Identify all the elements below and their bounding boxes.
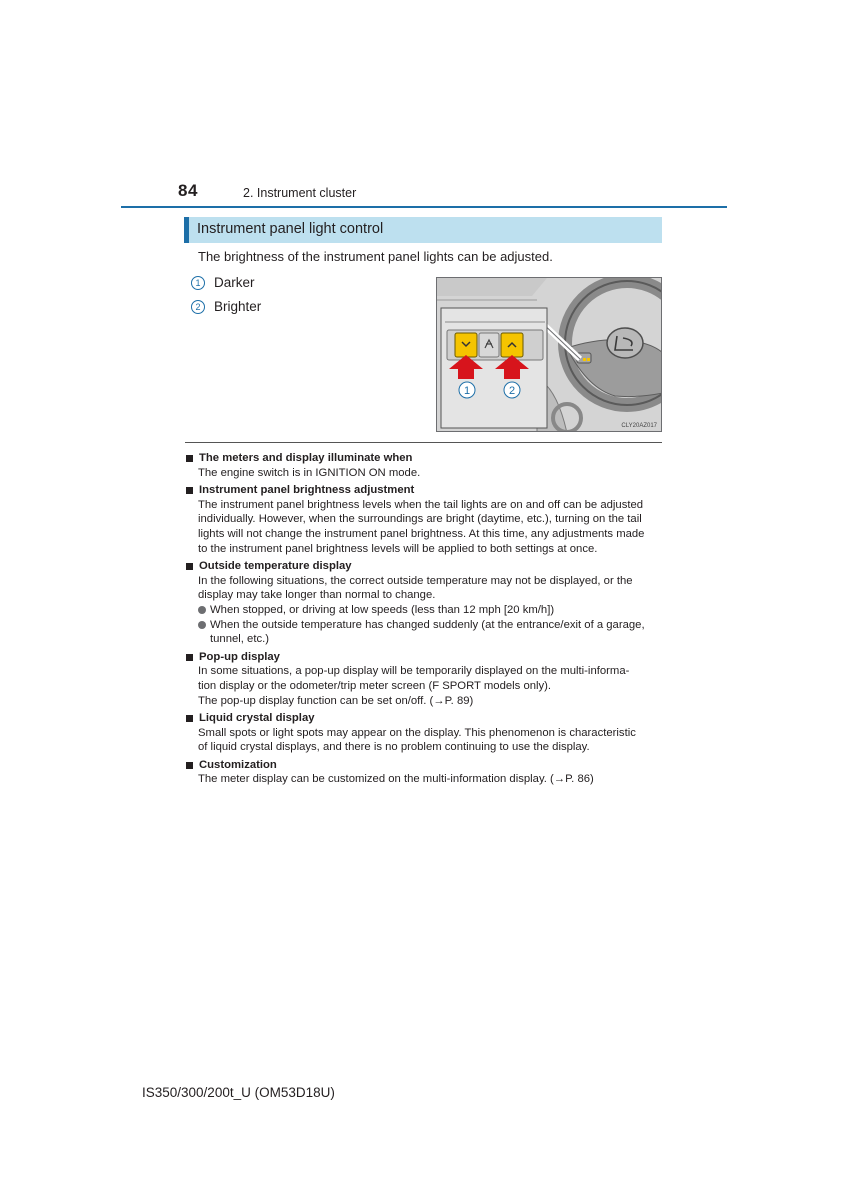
note-title	[185, 451, 665, 466]
note-title	[185, 650, 665, 665]
callout-number: 2	[191, 300, 205, 314]
note-title-text: Outside temperature display	[199, 560, 352, 573]
note-title	[185, 483, 665, 498]
note-block	[185, 711, 665, 755]
note-block	[185, 559, 665, 647]
callout-number: 1	[191, 276, 205, 290]
bullet-item	[185, 618, 665, 647]
note-body-line: to the instrument panel brightness levels will be applied to both settings at once.	[198, 542, 598, 555]
note-title-text: Pop-up display	[199, 650, 280, 663]
square-bullet-icon	[186, 715, 193, 722]
square-bullet-icon	[186, 487, 193, 494]
bullet-item	[185, 603, 665, 618]
legend-label: Brighter	[214, 299, 262, 314]
steering-wheel-illustration	[437, 278, 662, 432]
note-body-line: Small spots or light spots may appear on the display. This phenomenon is characteristic	[198, 726, 636, 739]
notes-divider	[185, 442, 662, 443]
square-bullet-icon	[186, 455, 193, 462]
footer-model-code: IS350/300/200t_U (OM53D18U)	[142, 1085, 335, 1100]
bullet-text	[210, 603, 554, 618]
note-title	[185, 711, 665, 726]
section-title: Instrument panel light control	[197, 221, 384, 237]
illustration-code: CLY20AZ017	[621, 423, 657, 429]
page-number: 84	[178, 181, 198, 200]
note-body-line: lights will not change the instrument panel brightness. At this time, any adjustments made	[198, 527, 645, 540]
section-intro: The brightness of the instrument panel lights can be adjusted.	[198, 249, 553, 264]
square-bullet-icon	[186, 762, 193, 769]
note-body-line: The pop-up display function can be set on/off. (→P. 89)	[198, 694, 474, 707]
note-title-text: The meters and display illuminate when	[199, 452, 413, 464]
header-rule	[121, 206, 727, 208]
square-bullet-icon	[186, 563, 193, 570]
callout-1-label: 1	[463, 385, 471, 397]
bullet-line: When the outside temperature has changed suddenly (at the entrance/exit of a garage,	[210, 618, 645, 631]
note-block	[185, 758, 665, 787]
legend-item-darker	[191, 275, 255, 290]
note-body-line: display may take longer than normal to change.	[198, 589, 436, 602]
note-body-line: In some situations, a pop-up display will be temporarily displayed on the multi-informa-	[198, 665, 630, 678]
section-heading	[184, 217, 662, 243]
round-bullet-icon	[198, 606, 206, 614]
note-title-text: Liquid crystal display	[199, 712, 315, 725]
note-body-line: The meter display can be customized on the multi-information display. (→P. 86)	[198, 773, 594, 786]
legend-item-brighter	[191, 299, 261, 314]
note-body-line: tion display or the odometer/trip meter screen (F SPORT models only).	[198, 679, 552, 692]
note-title	[185, 758, 665, 773]
square-bullet-icon	[186, 654, 193, 661]
chapter-title: 2. Instrument cluster	[243, 186, 357, 200]
note-body-line: individually. However, when the surroundings are bright (daytime, etc.), turning on the tail	[198, 513, 642, 526]
note-body-line: In the following situations, the correct outside temperature may not be displayed, or the	[198, 574, 633, 587]
note-body-line: of liquid crystal displays, and there is no problem continuing to use the display.	[198, 741, 590, 754]
note-block	[185, 451, 665, 480]
note-title	[185, 559, 665, 574]
notes-section	[185, 451, 665, 790]
round-bullet-icon	[198, 621, 206, 629]
note-block	[185, 650, 665, 708]
callout-2-label: 2	[508, 385, 516, 397]
bullet-line: When stopped, or driving at low speeds (less than 12 mph [20 km/h])	[210, 603, 555, 616]
note-title-text: Instrument panel brightness adjustment	[199, 484, 415, 497]
note-block	[185, 483, 665, 556]
bullet-line: tunnel, etc.)	[210, 633, 270, 646]
note-body-line: The engine switch is in IGNITION ON mode.	[198, 466, 421, 479]
note-title-text: Customization	[199, 758, 277, 771]
lexus-logo-icon	[607, 328, 643, 358]
bullet-text	[210, 618, 645, 647]
brighter-button	[501, 333, 523, 357]
dashboard-illustration	[436, 277, 662, 432]
legend-label: Darker	[214, 275, 255, 290]
note-body-line: The instrument panel brightness levels when the tail lights are on and off can be adjusted	[198, 498, 644, 511]
